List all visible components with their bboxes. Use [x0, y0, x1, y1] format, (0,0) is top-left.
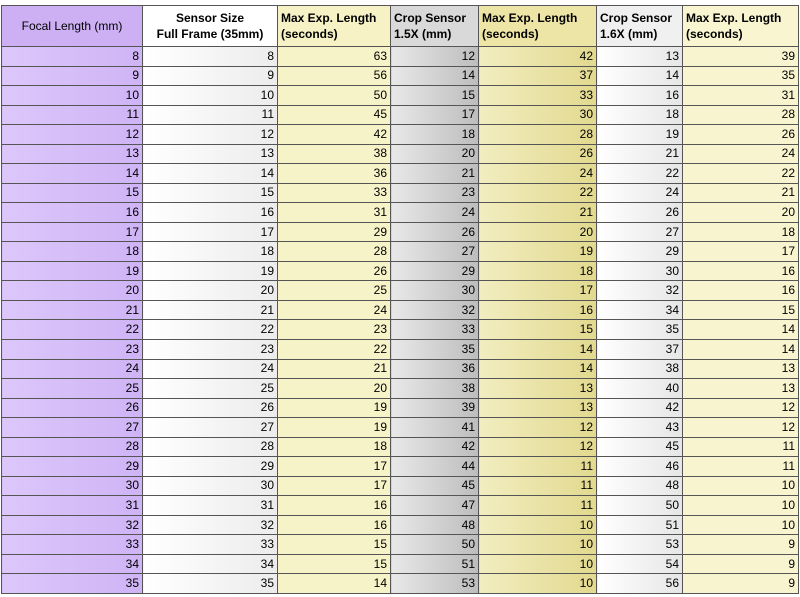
max-exp-15-cell: 18 — [479, 261, 597, 281]
focal-length-cell: 19 — [2, 261, 143, 281]
crop-16-cell: 45 — [597, 437, 683, 457]
max-exp-15-cell: 33 — [479, 86, 597, 106]
crop-15-cell: 36 — [391, 359, 479, 379]
max-exp-ff-cell: 28 — [278, 242, 391, 262]
max-exp-ff-cell: 16 — [278, 496, 391, 516]
full-frame-cell: 9 — [143, 66, 278, 86]
focal-length-cell: 24 — [2, 359, 143, 379]
full-frame-cell: 12 — [143, 125, 278, 145]
crop-16-cell: 38 — [597, 359, 683, 379]
full-frame-cell: 33 — [143, 535, 278, 555]
focal-length-cell: 26 — [2, 398, 143, 418]
max-exp-16-cell: 9 — [683, 574, 799, 594]
max-exp-16-cell: 39 — [683, 47, 799, 67]
crop-15-cell: 38 — [391, 379, 479, 399]
focal-length-cell: 27 — [2, 418, 143, 438]
max-exp-15-cell: 19 — [479, 242, 597, 262]
focal-length-cell: 22 — [2, 320, 143, 340]
table-row — [2, 418, 799, 438]
crop-16-cell: 16 — [597, 86, 683, 106]
full-frame-cell: 25 — [143, 379, 278, 399]
max-exp-ff-cell: 45 — [278, 105, 391, 125]
crop-16-cell: 46 — [597, 457, 683, 477]
header-max-exp-15-line2: (seconds) — [482, 27, 539, 41]
crop-15-cell: 33 — [391, 320, 479, 340]
full-frame-cell: 8 — [143, 47, 278, 67]
max-exp-16-cell: 16 — [683, 281, 799, 301]
crop-16-cell: 24 — [597, 183, 683, 203]
focal-length-cell: 8 — [2, 47, 143, 67]
max-exp-16-cell: 35 — [683, 66, 799, 86]
crop-16-cell: 18 — [597, 105, 683, 125]
table-row — [2, 183, 799, 203]
table-row — [2, 242, 799, 262]
header-max-exp-crop-15 — [479, 6, 597, 47]
focal-length-cell: 16 — [2, 203, 143, 223]
crop-15-cell: 18 — [391, 125, 479, 145]
max-exp-15-cell: 30 — [479, 105, 597, 125]
crop-15-cell: 53 — [391, 574, 479, 594]
header-full-frame — [143, 6, 278, 47]
full-frame-cell: 27 — [143, 418, 278, 438]
focal-length-cell: 14 — [2, 164, 143, 184]
crop-16-cell: 19 — [597, 125, 683, 145]
max-exp-16-cell: 17 — [683, 242, 799, 262]
header-max-exp-16-line2: (seconds) — [686, 27, 743, 41]
crop-15-cell: 48 — [391, 515, 479, 535]
max-exp-15-cell: 10 — [479, 535, 597, 555]
max-exp-15-cell: 10 — [479, 515, 597, 535]
table-row — [2, 554, 799, 574]
full-frame-cell: 14 — [143, 164, 278, 184]
crop-16-cell: 40 — [597, 379, 683, 399]
max-exp-ff-cell: 56 — [278, 66, 391, 86]
full-frame-cell: 31 — [143, 496, 278, 516]
max-exp-ff-cell: 26 — [278, 261, 391, 281]
max-exp-15-cell: 17 — [479, 281, 597, 301]
max-exp-ff-cell: 24 — [278, 300, 391, 320]
table-row — [2, 105, 799, 125]
full-frame-cell: 21 — [143, 300, 278, 320]
max-exp-16-cell: 20 — [683, 203, 799, 223]
max-exp-ff-cell: 42 — [278, 125, 391, 145]
table-row — [2, 164, 799, 184]
max-exp-16-cell: 11 — [683, 457, 799, 477]
crop-16-cell: 56 — [597, 574, 683, 594]
full-frame-cell: 11 — [143, 105, 278, 125]
table-row — [2, 144, 799, 164]
crop-15-cell: 26 — [391, 222, 479, 242]
crop-16-cell: 51 — [597, 515, 683, 535]
max-exp-ff-cell: 38 — [278, 144, 391, 164]
crop-15-cell: 29 — [391, 261, 479, 281]
max-exp-15-cell: 42 — [479, 47, 597, 67]
full-frame-cell: 10 — [143, 86, 278, 106]
header-max-exp-full-frame — [278, 6, 391, 47]
table-body — [2, 47, 799, 594]
focal-length-cell: 21 — [2, 300, 143, 320]
crop-15-cell: 44 — [391, 457, 479, 477]
max-exp-ff-cell: 16 — [278, 515, 391, 535]
max-exp-15-cell: 16 — [479, 300, 597, 320]
max-exp-16-cell: 12 — [683, 418, 799, 438]
table-row — [2, 203, 799, 223]
crop-16-cell: 42 — [597, 398, 683, 418]
crop-15-cell: 35 — [391, 339, 479, 359]
max-exp-16-cell: 18 — [683, 222, 799, 242]
table-row — [2, 320, 799, 340]
crop-16-cell: 48 — [597, 476, 683, 496]
crop-15-cell: 20 — [391, 144, 479, 164]
focal-length-cell: 13 — [2, 144, 143, 164]
max-exp-15-cell: 10 — [479, 574, 597, 594]
crop-16-cell: 32 — [597, 281, 683, 301]
max-exp-16-cell: 10 — [683, 496, 799, 516]
max-exp-ff-cell: 50 — [278, 86, 391, 106]
max-exp-ff-cell: 14 — [278, 574, 391, 594]
focal-length-cell: 17 — [2, 222, 143, 242]
max-exp-ff-cell: 15 — [278, 535, 391, 555]
max-exp-16-cell: 26 — [683, 125, 799, 145]
focal-length-cell: 18 — [2, 242, 143, 262]
max-exp-16-cell: 9 — [683, 554, 799, 574]
header-crop-sensor-16 — [597, 6, 683, 47]
max-exp-15-cell: 11 — [479, 457, 597, 477]
max-exp-16-cell: 10 — [683, 515, 799, 535]
crop-16-cell: 50 — [597, 496, 683, 516]
full-frame-cell: 23 — [143, 339, 278, 359]
header-crop-sensor-15 — [391, 6, 479, 47]
crop-15-cell: 51 — [391, 554, 479, 574]
full-frame-cell: 24 — [143, 359, 278, 379]
crop-15-cell: 45 — [391, 476, 479, 496]
table-row — [2, 574, 799, 594]
max-exp-16-cell: 31 — [683, 86, 799, 106]
crop-15-cell: 12 — [391, 47, 479, 67]
table-row — [2, 86, 799, 106]
header-max-exp-crop-16 — [683, 6, 799, 47]
full-frame-cell: 16 — [143, 203, 278, 223]
max-exp-ff-cell: 15 — [278, 554, 391, 574]
focal-length-cell: 29 — [2, 457, 143, 477]
crop-15-cell: 21 — [391, 164, 479, 184]
focal-length-cell: 11 — [2, 105, 143, 125]
header-crop16-line1: Crop Sensor — [600, 11, 673, 25]
max-exp-ff-cell: 33 — [278, 183, 391, 203]
max-exp-ff-cell: 29 — [278, 222, 391, 242]
header-max-exp-ff-line1: Max Exp. Length — [281, 11, 377, 25]
table-row — [2, 222, 799, 242]
full-frame-cell: 22 — [143, 320, 278, 340]
focal-length-cell: 15 — [2, 183, 143, 203]
max-exp-16-cell: 24 — [683, 144, 799, 164]
focal-length-cell: 9 — [2, 66, 143, 86]
crop-15-cell: 14 — [391, 66, 479, 86]
focal-length-cell: 31 — [2, 496, 143, 516]
header-crop15-line2: 1.5X (mm) — [394, 27, 452, 41]
focal-length-cell: 23 — [2, 339, 143, 359]
max-exp-15-cell: 22 — [479, 183, 597, 203]
full-frame-cell: 26 — [143, 398, 278, 418]
max-exp-15-cell: 14 — [479, 359, 597, 379]
full-frame-cell: 29 — [143, 457, 278, 477]
max-exp-ff-cell: 19 — [278, 398, 391, 418]
max-exp-ff-cell: 25 — [278, 281, 391, 301]
crop-16-cell: 13 — [597, 47, 683, 67]
max-exp-15-cell: 37 — [479, 66, 597, 86]
table-row — [2, 457, 799, 477]
max-exp-16-cell: 13 — [683, 359, 799, 379]
max-exp-15-cell: 26 — [479, 144, 597, 164]
header-focal-length-label: Focal Length (mm) — [21, 19, 123, 33]
crop-15-cell: 39 — [391, 398, 479, 418]
max-exp-15-cell: 12 — [479, 437, 597, 457]
full-frame-cell: 13 — [143, 144, 278, 164]
crop-16-cell: 34 — [597, 300, 683, 320]
max-exp-15-cell: 15 — [479, 320, 597, 340]
crop-15-cell: 27 — [391, 242, 479, 262]
crop-15-cell: 50 — [391, 535, 479, 555]
crop-15-cell: 15 — [391, 86, 479, 106]
table-row — [2, 476, 799, 496]
table-row — [2, 359, 799, 379]
table-row — [2, 281, 799, 301]
max-exp-15-cell: 12 — [479, 418, 597, 438]
max-exp-ff-cell: 19 — [278, 418, 391, 438]
max-exp-16-cell: 22 — [683, 164, 799, 184]
max-exp-ff-cell: 31 — [278, 203, 391, 223]
header-crop16-line2: 1.6X (mm) — [600, 27, 658, 41]
table-row — [2, 515, 799, 535]
max-exp-15-cell: 24 — [479, 164, 597, 184]
exposure-table — [1, 5, 799, 594]
focal-length-cell: 10 — [2, 86, 143, 106]
header-focal-length — [2, 6, 143, 47]
table-row — [2, 339, 799, 359]
focal-length-cell: 28 — [2, 437, 143, 457]
full-frame-cell: 18 — [143, 242, 278, 262]
max-exp-15-cell: 21 — [479, 203, 597, 223]
header-max-exp-ff-line2: (seconds) — [281, 27, 338, 41]
crop-16-cell: 54 — [597, 554, 683, 574]
header-crop15-line1: Crop Sensor — [394, 11, 467, 25]
max-exp-ff-cell: 20 — [278, 379, 391, 399]
table-row — [2, 496, 799, 516]
table-row — [2, 437, 799, 457]
crop-16-cell: 26 — [597, 203, 683, 223]
crop-15-cell: 32 — [391, 300, 479, 320]
header-max-exp-15-line1: Max Exp. Length — [482, 11, 578, 25]
max-exp-15-cell: 11 — [479, 496, 597, 516]
crop-16-cell: 29 — [597, 242, 683, 262]
max-exp-16-cell: 12 — [683, 398, 799, 418]
full-frame-cell: 19 — [143, 261, 278, 281]
full-frame-cell: 35 — [143, 574, 278, 594]
max-exp-ff-cell: 17 — [278, 457, 391, 477]
max-exp-15-cell: 11 — [479, 476, 597, 496]
focal-length-cell: 20 — [2, 281, 143, 301]
max-exp-16-cell: 21 — [683, 183, 799, 203]
max-exp-16-cell: 16 — [683, 261, 799, 281]
max-exp-16-cell: 10 — [683, 476, 799, 496]
crop-15-cell: 41 — [391, 418, 479, 438]
full-frame-cell: 17 — [143, 222, 278, 242]
crop-16-cell: 35 — [597, 320, 683, 340]
max-exp-16-cell: 9 — [683, 535, 799, 555]
crop-15-cell: 17 — [391, 105, 479, 125]
focal-length-cell: 12 — [2, 125, 143, 145]
full-frame-cell: 28 — [143, 437, 278, 457]
focal-length-cell: 35 — [2, 574, 143, 594]
focal-length-cell: 33 — [2, 535, 143, 555]
max-exp-15-cell: 28 — [479, 125, 597, 145]
table-row — [2, 398, 799, 418]
focal-length-cell: 25 — [2, 379, 143, 399]
max-exp-16-cell: 15 — [683, 300, 799, 320]
max-exp-ff-cell: 63 — [278, 47, 391, 67]
max-exp-15-cell: 14 — [479, 339, 597, 359]
max-exp-16-cell: 13 — [683, 379, 799, 399]
full-frame-cell: 20 — [143, 281, 278, 301]
focal-length-cell: 30 — [2, 476, 143, 496]
max-exp-ff-cell: 17 — [278, 476, 391, 496]
max-exp-15-cell: 13 — [479, 379, 597, 399]
crop-16-cell: 30 — [597, 261, 683, 281]
max-exp-16-cell: 14 — [683, 339, 799, 359]
focal-length-cell: 32 — [2, 515, 143, 535]
crop-16-cell: 14 — [597, 66, 683, 86]
max-exp-ff-cell: 18 — [278, 437, 391, 457]
crop-15-cell: 47 — [391, 496, 479, 516]
max-exp-15-cell: 13 — [479, 398, 597, 418]
header-row — [2, 6, 799, 47]
max-exp-16-cell: 28 — [683, 105, 799, 125]
crop-16-cell: 37 — [597, 339, 683, 359]
max-exp-ff-cell: 21 — [278, 359, 391, 379]
table-row — [2, 379, 799, 399]
max-exp-ff-cell: 36 — [278, 164, 391, 184]
crop-16-cell: 22 — [597, 164, 683, 184]
max-exp-16-cell: 11 — [683, 437, 799, 457]
header-max-exp-16-line1: Max Exp. Length — [686, 11, 782, 25]
full-frame-cell: 32 — [143, 515, 278, 535]
table-row — [2, 66, 799, 86]
max-exp-16-cell: 14 — [683, 320, 799, 340]
focal-length-cell: 34 — [2, 554, 143, 574]
max-exp-ff-cell: 22 — [278, 339, 391, 359]
table-row — [2, 300, 799, 320]
crop-16-cell: 21 — [597, 144, 683, 164]
crop-15-cell: 24 — [391, 203, 479, 223]
full-frame-cell: 34 — [143, 554, 278, 574]
table-row — [2, 47, 799, 67]
crop-15-cell: 30 — [391, 281, 479, 301]
max-exp-15-cell: 10 — [479, 554, 597, 574]
max-exp-ff-cell: 23 — [278, 320, 391, 340]
table-row — [2, 535, 799, 555]
crop-16-cell: 53 — [597, 535, 683, 555]
header-full-frame-line1: Sensor Size — [175, 11, 245, 25]
crop-15-cell: 42 — [391, 437, 479, 457]
crop-16-cell: 27 — [597, 222, 683, 242]
full-frame-cell: 15 — [143, 183, 278, 203]
header-full-frame-line2: Full Frame (35mm) — [156, 27, 264, 41]
full-frame-cell: 30 — [143, 476, 278, 496]
table-row — [2, 261, 799, 281]
crop-15-cell: 23 — [391, 183, 479, 203]
crop-16-cell: 43 — [597, 418, 683, 438]
max-exp-15-cell: 20 — [479, 222, 597, 242]
table-row — [2, 125, 799, 145]
